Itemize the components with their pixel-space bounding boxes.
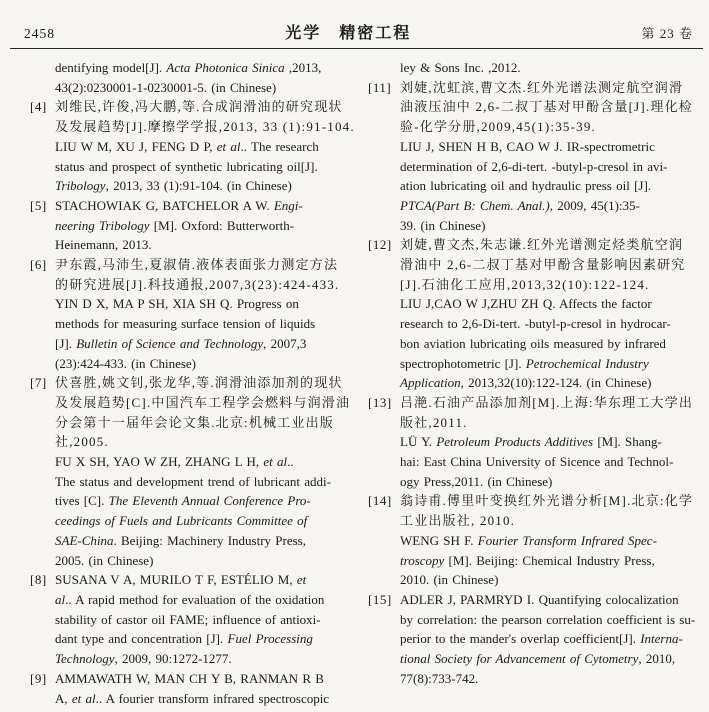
reference-number: [6] [30, 257, 47, 273]
reference-7 [30, 373, 360, 570]
reference-number: [8] [30, 572, 47, 588]
reference-line: al.. A rapid method for evaluation of the oxidation [55, 591, 325, 607]
reference-line: ley & Sons Inc. ,2012. [400, 60, 521, 75]
reference-line: perior to the mander's overlap coefficient[J]. Interna- [400, 631, 683, 647]
reference-line: spectrophotometric [J]. Petrochemical Industry [400, 355, 649, 371]
reference-number: [9] [30, 670, 47, 686]
reference-line: SUSANA V A, MURILO T F, ESTÉLIO M, et [55, 572, 307, 588]
reference-line: bon aviation lubricating oils measured by infrared [400, 335, 666, 351]
reference-line: 社,2005. [55, 434, 109, 450]
reference-line: 油液压油中 2,6-二叔丁基对甲酚含量[J].理化检 [400, 99, 693, 115]
reference-line: ceedings of Fuels and Lubricants Committee of [55, 513, 308, 529]
reference-line: YIN D X, MA P SH, XIA SH Q. Progress on [55, 296, 299, 312]
left-column [30, 58, 360, 708]
reference-line: 77(8):733-742. [400, 670, 479, 686]
reference-line: AMMAWATH W, MAN CH Y B, RANMAN R B [55, 670, 324, 686]
reference-line: SAE-China. Beijing: Machinery Industry Press, [55, 532, 306, 548]
reference-line: Tribology, 2013, 33 (1):91-104. (in Chinese) [55, 178, 292, 194]
reference-line: Heinemann, 2013. [55, 237, 152, 253]
reference-line: A, et al.. A fourier transform infrared spectroscopic [55, 690, 330, 706]
reference-number: [4] [30, 99, 47, 115]
reference-4 [30, 97, 360, 196]
reference-line: ADLER J, PARMRYD I. Quantifying colocalization [400, 591, 679, 607]
header-rule [10, 48, 703, 49]
reference-continued [30, 58, 360, 97]
reference-line: [J]. Bulletin of Science and Technology, 2007,3 [55, 335, 307, 351]
reference-line: status and prospect of synthetic lubricating oil[J]. [55, 158, 318, 174]
reference-line: 吕滟.石油产品添加剂[M].上海:华东理工大学出 [400, 394, 694, 410]
reference-line: dentifying model[J]. Acta Photonica Sinica ,2013, [55, 60, 322, 75]
reference-line: troscopy [M]. Beijing: Chemical Industry Press, [400, 552, 655, 568]
reference-line: LIU J, SHEN H B, CAO W J. IR-spectrometric [400, 138, 655, 154]
reference-line: Technology, 2009, 90:1272-1277. [55, 651, 232, 667]
reference-8 [30, 570, 360, 669]
reference-15 [368, 590, 700, 689]
reference-line: methods for measuring surface tension of liquids [55, 316, 316, 332]
reference-line: LIU W M, XU J, FENG D P, et al.. The research [55, 138, 319, 154]
reference-line: 39. (in Chinese) [400, 217, 486, 233]
reference-line: Application, 2013,32(10):122-124. (in Chinese) [400, 375, 652, 391]
reference-line: neering Tribology [M]. Oxford: Butterworth- [55, 217, 295, 233]
reference-5 [30, 196, 360, 255]
reference-line: 及发展趋势[C].中国汽车工程学会燃料与润滑油 [55, 394, 351, 410]
reference-line: The status and development trend of lubricant addi- [55, 473, 331, 489]
reference-6 [30, 255, 360, 373]
reference-continued [368, 58, 700, 78]
reference-line: 及发展趋势[J].摩擦学学报,2013, 33 (1):91-104. [55, 119, 355, 135]
page-number: 2458 [24, 26, 55, 41]
reference-line: 刘婕,沈虹滨,曹文杰.红外光谱法测定航空润滑 [400, 79, 684, 95]
page-header [24, 20, 693, 43]
reference-line: by correlation: the pearson correlation coefficient is su- [400, 611, 696, 627]
reference-number: [5] [30, 197, 47, 213]
reference-number: [14] [368, 493, 392, 509]
reference-line: 的研究进展[J].科技通报,2007,3(23):424-433. [55, 276, 340, 292]
journal-title: 光学 精密工程 [285, 25, 412, 42]
reference-line: tives [C]. The Eleventh Annual Conference Pro- [55, 493, 311, 509]
reference-9 [30, 669, 360, 708]
reference-13 [368, 393, 700, 492]
right-column [368, 58, 700, 689]
reference-line: 验-化学分册,2009,45(1):35-39. [400, 119, 596, 135]
reference-line: hai: East China University of Sicence and Technol- [400, 454, 674, 470]
reference-line: STACHOWIAK G, BATCHELOR A W. Engi- [55, 197, 303, 213]
reference-line: WENG SH F. Fourier Transform Infrared Spec- [400, 532, 657, 548]
reference-line: 版社,2011. [400, 414, 468, 430]
reference-line: 刘婕,曹文杰,朱志谦.红外光谱测定烃类航空润 [400, 237, 684, 253]
reference-number: [7] [30, 375, 47, 391]
reference-line: 滑油中 2,6-二叔丁基对甲酚含量影响因素研究 [400, 257, 686, 273]
reference-line: 尹东霞,马沛生,夏淑倩.液体表面张力测定方法 [55, 257, 339, 273]
reference-line: (23):424-433. (in Chinese) [55, 355, 197, 371]
reference-line: determination of 2,6-di-tert. -butyl-p-cresol in avi- [400, 158, 668, 174]
reference-line: 分会第十一届年会论文集.北京:机械工业出版 [55, 414, 335, 430]
reference-line: PTCA(Part B: Chem. Anal.), 2009, 45(1):35- [400, 197, 640, 213]
reference-line: 43(2):0230001-1-0230001-5. (in Chinese) [55, 79, 277, 95]
reference-line: [J].石油化工应用,2013,32(10):122-124. [400, 276, 650, 292]
reference-line: dant type and concentration [J]. Fuel Processing [55, 631, 313, 647]
reference-11 [368, 78, 700, 236]
reference-line: ogy Press,2011. (in Chinese) [400, 473, 553, 489]
reference-line: tional Society for Advancement of Cytometry, 2010, [400, 651, 676, 667]
reference-line: 伏喜胜,姚文钊,张龙华,等.润滑油添加剂的现状 [55, 375, 343, 391]
reference-line: research to 2,6-Di-tert. -butyl-p-cresol in hydrocar- [400, 316, 671, 332]
reference-line: LÜ Y. Petroleum Products Additives [M]. Shang- [400, 434, 662, 450]
reference-number: [11] [368, 79, 392, 95]
reference-number: [13] [368, 394, 392, 410]
volume-label: 第 23 卷 [641, 26, 693, 41]
reference-line: 刘维民,许俊,冯大鹏,等.合成润滑油的研究现状 [55, 99, 343, 115]
reference-line: ation lubricating oil and hydraulic press oil [J]. [400, 178, 652, 194]
reference-line: LIU J,CAO W J,ZHU ZH Q. Affects the factor [400, 296, 652, 312]
reference-line: 翁诗甫.傅里叶变换红外光谱分析[M].北京:化学 [400, 493, 694, 509]
reference-line: stability of castor oil FAME; influence of antioxi- [55, 611, 321, 627]
reference-number: [12] [368, 237, 392, 253]
reference-line: FU X SH, YAO W ZH, ZHANG L H, et al.. [55, 454, 294, 470]
reference-line: 工业出版社, 2010. [400, 513, 516, 529]
reference-14 [368, 491, 700, 590]
reference-number: [15] [368, 591, 392, 607]
reference-line: 2005. (in Chinese) [55, 552, 154, 568]
reference-12 [368, 235, 700, 393]
reference-line: 2010. (in Chinese) [400, 572, 499, 588]
